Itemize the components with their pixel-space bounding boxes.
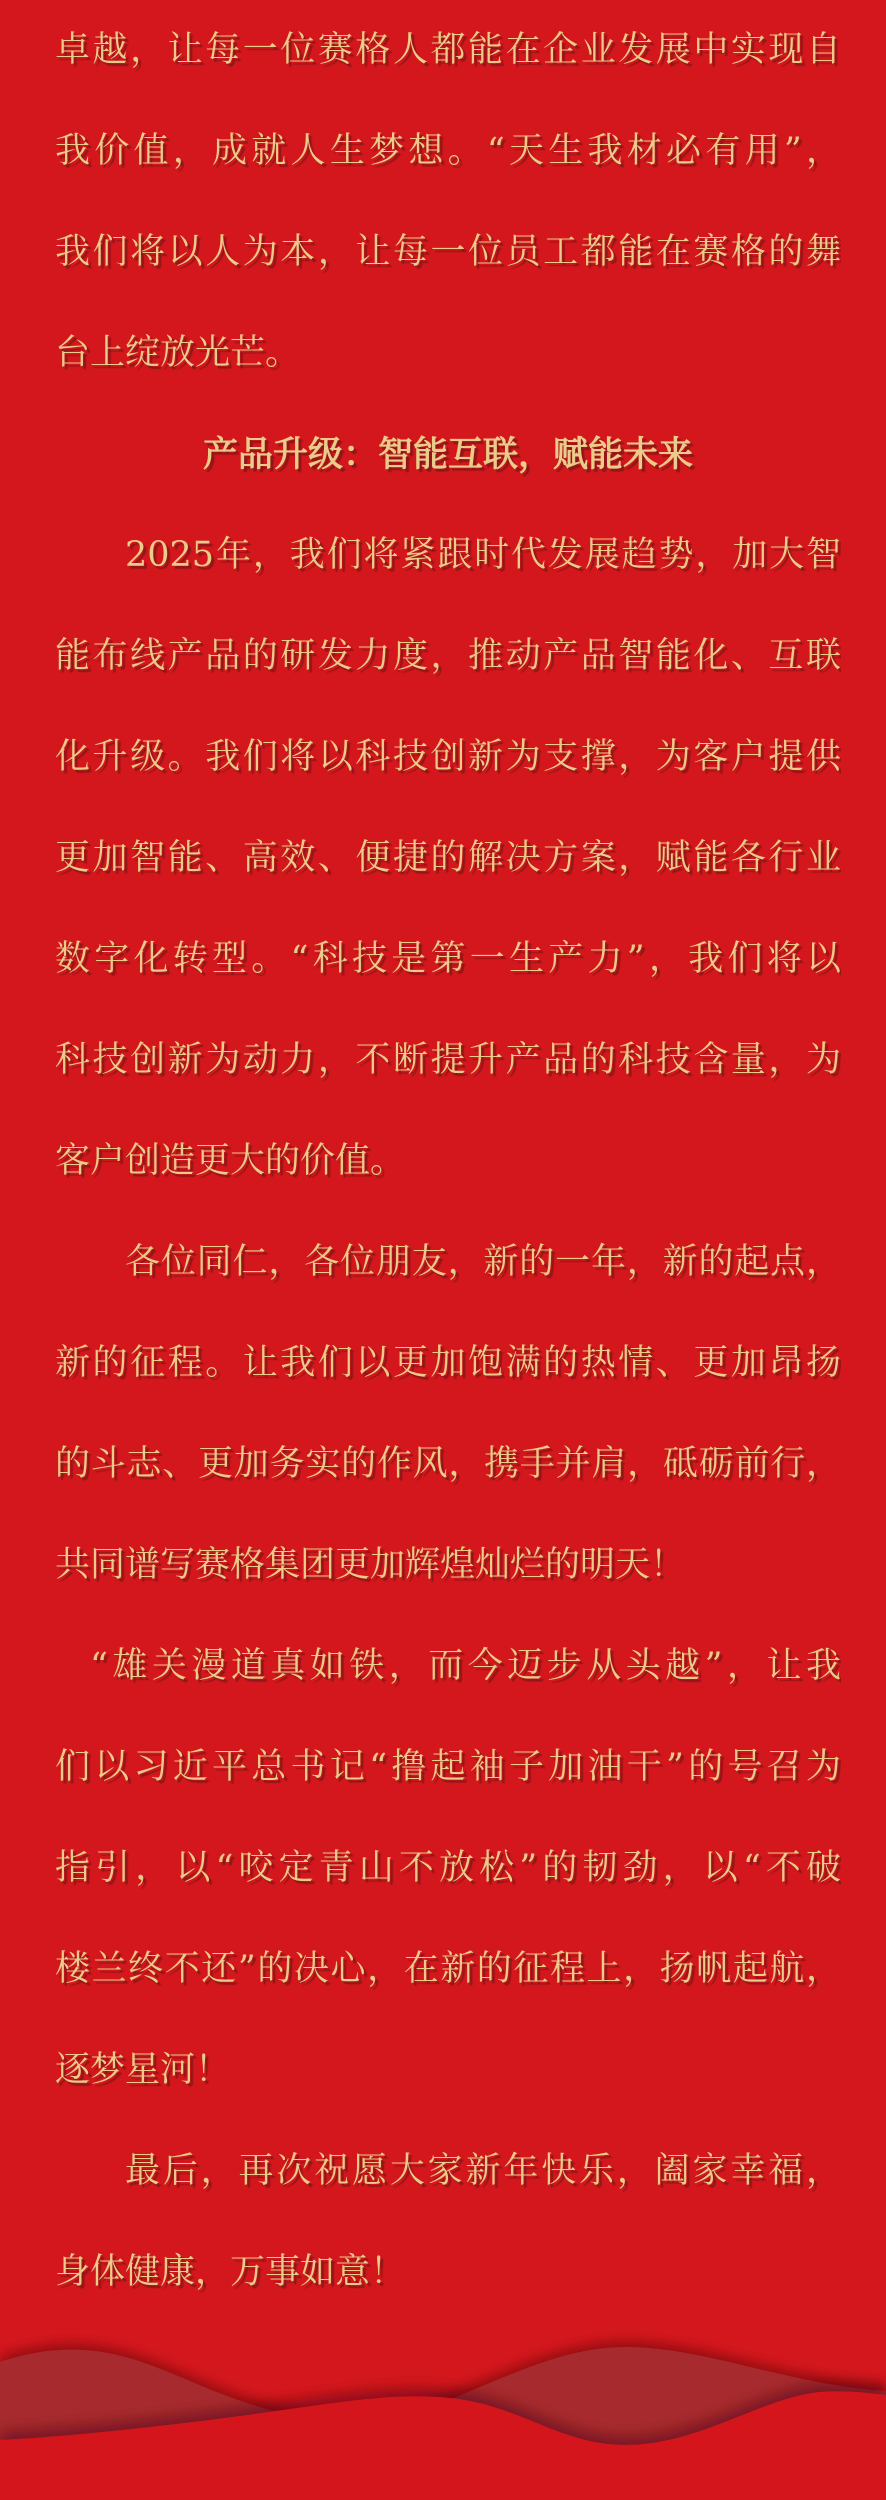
letter-line: 的斗志、更加务实的作风，携手并肩，砥砺前行，	[55, 1444, 841, 1484]
letter-line: 科技创新为动力，不断提升产品的科技含量，为	[55, 1040, 841, 1080]
letter-line: 共同谱写赛格集团更加辉煌灿烂的明天！	[55, 1545, 686, 1585]
letter-line: 我们将以人为本，让每一位员工都能在赛格的舞	[55, 232, 841, 272]
letter-line: 逐梦星河！	[55, 2050, 231, 2090]
section-heading: 产品升级：智能互联，赋能未来	[202, 434, 693, 475]
letter-line: 2025年，我们将紧跟时代发展趋势，加大智	[125, 535, 841, 575]
letter-line: 数字化转型。“科技是第一生产力”，我们将以	[55, 939, 841, 979]
letter-line: 台上绽放光芒。	[55, 333, 301, 373]
bottom-waves-decoration	[0, 2330, 886, 2500]
letter-line: 指引，以“咬定青山不放松”的韧劲，以“不破	[55, 1848, 841, 1888]
letter-line: 更加智能、高效、便捷的解决方案，赋能各行业	[55, 838, 841, 878]
letter-line: 最后，再次祝愿大家新年快乐，阖家幸福，	[125, 2151, 841, 2191]
letter-line: 能布线产品的研发力度，推动产品智能化、互联	[55, 636, 841, 676]
letter-line: “雄关漫道真如铁，而今迈步从头越”，让我	[90, 1646, 841, 1686]
letter-line: 们以习近平总书记“撸起袖子加油干”的号召为	[55, 1747, 841, 1787]
letter-line: 各位同仁，各位朋友，新的一年，新的起点，	[125, 1242, 841, 1282]
letter-body	[55, 0, 841, 2323]
letter-line: 化升级。我们将以科技创新为支撑，为客户提供	[55, 737, 841, 777]
letter-line: 我价值，成就人生梦想。“天生我材必有用”，	[55, 131, 841, 171]
letter-line: 新的征程。让我们以更加饱满的热情、更加昂扬	[55, 1343, 841, 1383]
letter-line: 楼兰终不还”的决心，在新的征程上，扬帆起航，	[55, 1949, 841, 1989]
letter-line: 卓越，让每一位赛格人都能在企业发展中实现自	[55, 30, 841, 70]
letter-line: 身体健康，万事如意！	[55, 2252, 406, 2292]
letter-line: 客户创造更大的价值。	[55, 1141, 406, 1181]
